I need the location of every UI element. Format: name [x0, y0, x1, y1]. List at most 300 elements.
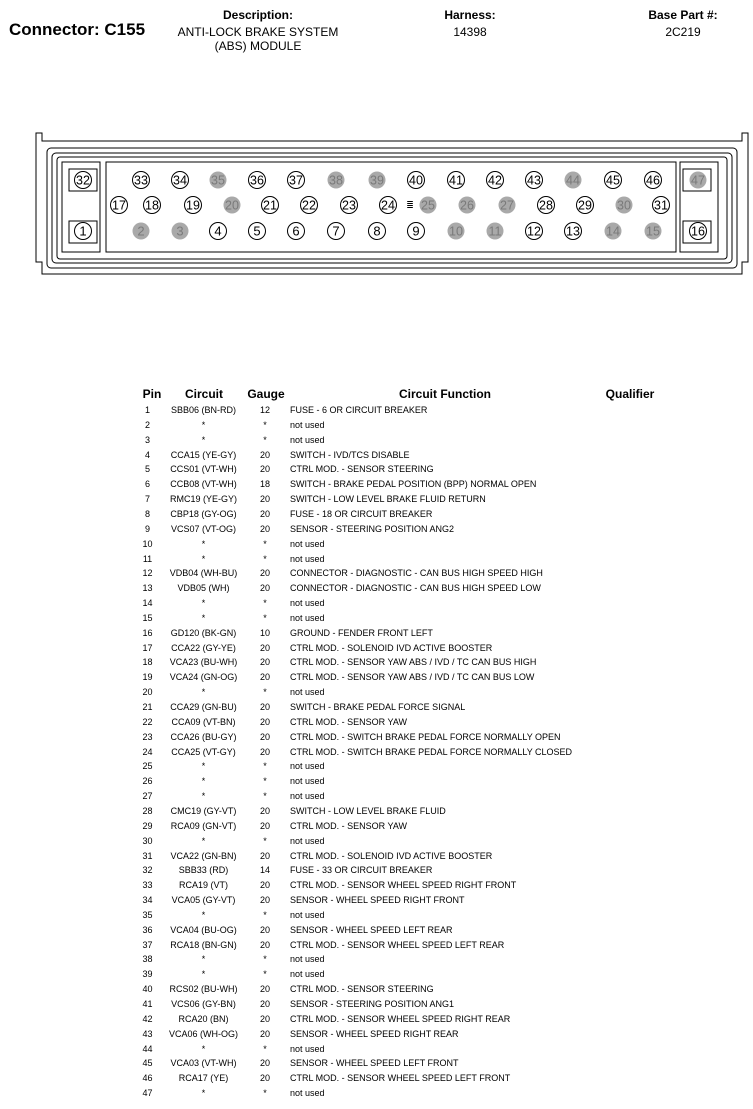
pin-cell: 29: [142, 820, 153, 831]
circuit-cell: *: [201, 954, 206, 965]
gauge-cell: 12: [259, 405, 270, 415]
table-row: [0, 952, 753, 967]
circuit-cell: RCS02 (BU-WH): [169, 984, 238, 995]
function-cell: not used: [290, 598, 325, 609]
circuit-cell: VDB04 (WH-BU): [169, 568, 238, 579]
pin-27: [499, 197, 516, 214]
circuit-cell: *: [201, 612, 206, 623]
circuit-cell: CCA22 (GY-YE): [171, 642, 236, 653]
gauge-cell: 20: [259, 1028, 270, 1039]
pin-label: 10: [449, 224, 463, 239]
function-cell: not used: [290, 776, 325, 787]
circuit-cell: *: [201, 1043, 206, 1054]
pin-cell: 30: [142, 835, 153, 846]
pin-28: [538, 197, 555, 214]
table-row: [0, 522, 753, 537]
harness-label: Harness:: [444, 8, 496, 22]
pin-cell: 22: [142, 716, 153, 727]
pin-cell: 40: [142, 984, 153, 995]
gauge-cell: 20: [259, 568, 270, 579]
pin-cell: 21: [142, 702, 153, 712]
pin-cell: 36: [142, 924, 153, 935]
pin-label: 11: [488, 224, 502, 239]
pin-label: 43: [527, 173, 541, 188]
pin-21: [262, 197, 279, 214]
function-cell: CTRL MOD. - SOLENOID IVD ACTIVE BOOSTER: [290, 850, 493, 861]
pin-41: [448, 172, 465, 189]
pin-34: [172, 172, 189, 189]
circuit-cell: RCA20 (BN): [178, 1013, 229, 1024]
circuit-cell: RMC19 (YE-GY): [169, 494, 237, 505]
table-row: [0, 641, 753, 656]
pin-cell: 41: [142, 999, 153, 1009]
pin-label: 18: [145, 198, 159, 213]
pin-cell: 18: [142, 657, 153, 668]
pin-label: 46: [646, 173, 660, 188]
pin-32: [75, 172, 92, 189]
pin-16: [690, 223, 707, 240]
pin-40: [408, 172, 425, 189]
function-cell: not used: [290, 419, 325, 430]
function-cell: SWITCH - LOW LEVEL BRAKE FLUID: [290, 805, 446, 816]
function-cell: not used: [290, 687, 325, 698]
table-row: [0, 492, 753, 507]
pin-label: 21: [263, 198, 277, 213]
pin-label: 28: [539, 198, 553, 213]
table-row: [0, 685, 753, 700]
function-cell: SENSOR - WHEEL SPEED LEFT REAR: [290, 924, 453, 935]
table-row: [0, 804, 753, 819]
table-row: [0, 967, 753, 982]
pin-label: 39: [370, 173, 384, 188]
pin-37: [288, 172, 305, 189]
base-part-label: Base Part #:: [648, 8, 718, 22]
function-cell: CTRL MOD. - SENSOR WHEEL SPEED LEFT FRONT: [290, 1073, 511, 1084]
pin-label: 31: [654, 198, 668, 213]
gauge-cell: *: [263, 1088, 267, 1099]
gauge-cell: 20: [259, 850, 270, 861]
table-row: [0, 819, 753, 834]
gauge-cell: 14: [259, 865, 270, 876]
pin-label: 3: [176, 223, 184, 239]
pin-cell: 3: [144, 434, 150, 445]
circuit-cell: RCA19 (VT): [178, 880, 228, 891]
pin-23: [341, 197, 358, 214]
pin-cell: 1: [144, 405, 150, 415]
function-cell: CTRL MOD. - SENSOR STEERING: [290, 464, 434, 475]
pin-8: [369, 223, 386, 240]
circuit-cell: CCB08 (VT-WH): [170, 479, 237, 490]
pin-cell: 28: [142, 805, 153, 816]
pin-cell: 12: [142, 568, 153, 579]
circuit-cell: VCA04 (BU-OG): [170, 924, 237, 935]
pin-label: 5: [253, 223, 261, 239]
gauge-cell: 20: [259, 702, 270, 712]
pin-4: [210, 223, 227, 240]
gauge-cell: 20: [259, 523, 270, 534]
pin-cell: 31: [142, 850, 153, 861]
function-cell: not used: [290, 969, 325, 980]
gauge-cell: 20: [259, 746, 270, 757]
circuit-cell: RCA09 (GN-VT): [170, 820, 237, 831]
pin-cell: 16: [142, 627, 153, 638]
pin-43: [526, 172, 543, 189]
description-line1: ANTI-LOCK BRAKE SYSTEM: [177, 25, 339, 39]
table-row: [0, 908, 753, 923]
circuit-cell: *: [201, 687, 206, 698]
table-row: [0, 670, 753, 685]
function-cell: SWITCH - BRAKE PEDAL FORCE SIGNAL: [290, 702, 466, 712]
gauge-cell: 20: [259, 1013, 270, 1024]
col-header-function: Circuit Function: [399, 387, 491, 401]
function-cell: SWITCH - BRAKE PEDAL POSITION (BPP) NORMAL OPEN: [290, 479, 537, 490]
gauge-cell: *: [263, 419, 267, 430]
pin-label: 22: [302, 198, 316, 213]
pin-cell: 13: [142, 583, 153, 594]
pin-cell: 9: [144, 523, 150, 534]
pin-label: 26: [460, 198, 474, 213]
pin-cell: 42: [142, 1013, 153, 1024]
gauge-cell: 20: [259, 1058, 270, 1069]
pin-38: [328, 172, 345, 189]
pin-12: [526, 223, 543, 240]
table-row: [0, 626, 753, 641]
pin-label: 33: [134, 173, 148, 188]
gauge-cell: 20: [259, 924, 270, 935]
gauge-cell: 20: [259, 820, 270, 831]
pin-label: 25: [421, 198, 435, 213]
pin-label: 6: [292, 223, 300, 239]
gauge-cell: 20: [259, 657, 270, 668]
function-cell: CTRL MOD. - SENSOR WHEEL SPEED LEFT REAR: [290, 939, 505, 950]
gauge-cell: 20: [259, 1073, 270, 1084]
pin-cell: 2: [144, 419, 150, 430]
table-row: [0, 1042, 753, 1057]
pin-cell: 20: [142, 687, 153, 698]
gauge-cell: *: [263, 954, 267, 965]
circuit-cell: VCS07 (VT-OG): [170, 523, 236, 534]
circuit-cell: SBB06 (BN-RD): [170, 405, 236, 415]
circuit-cell: CCA09 (VT-BN): [171, 716, 236, 727]
circuit-cell: CMC19 (GY-VT): [170, 805, 237, 816]
function-cell: not used: [290, 954, 325, 965]
table-row: [0, 1086, 753, 1101]
pin-cell: 35: [142, 909, 153, 920]
gauge-cell: *: [263, 553, 267, 564]
circuit-cell: *: [201, 538, 206, 549]
pin-label: 37: [289, 173, 303, 188]
table-row: [0, 1071, 753, 1086]
function-cell: not used: [290, 761, 325, 772]
pin-20: [224, 197, 241, 214]
pin-33: [133, 172, 150, 189]
pin-cell: 14: [142, 598, 153, 609]
circuit-cell: VCA06 (WH-OG): [168, 1028, 238, 1039]
function-cell: not used: [290, 434, 325, 445]
circuit-cell: RCA17 (YE): [178, 1073, 229, 1084]
pin-cell: 38: [142, 954, 153, 965]
function-cell: SWITCH - IVD/TCS DISABLE: [290, 449, 410, 460]
gauge-cell: 20: [259, 716, 270, 727]
gauge-cell: *: [263, 761, 267, 772]
pin-45: [605, 172, 622, 189]
function-cell: SENSOR - WHEEL SPEED RIGHT REAR: [290, 1028, 459, 1039]
gauge-cell: *: [263, 1043, 267, 1054]
function-cell: not used: [290, 791, 325, 802]
pin-26: [459, 197, 476, 214]
pin-44: [565, 172, 582, 189]
pin-label: 7: [332, 223, 340, 239]
description-line2: (ABS) MODULE: [214, 39, 302, 53]
pin-6: [288, 223, 305, 240]
pin-label: 16: [691, 224, 705, 239]
pin-label: 41: [449, 173, 463, 188]
gauge-cell: 20: [259, 805, 270, 816]
pin-cell: 25: [142, 761, 153, 772]
pin-cell: 45: [142, 1058, 153, 1069]
pin-7: [328, 223, 345, 240]
function-cell: not used: [290, 909, 325, 920]
function-cell: CONNECTOR - DIAGNOSTIC - CAN BUS HIGH SPEED HIGH: [290, 568, 543, 579]
table-row: [0, 997, 753, 1012]
circuit-cell: GD120 (BK-GN): [170, 627, 237, 638]
pin-5: [249, 223, 266, 240]
pin-2: [133, 223, 150, 240]
pin-17: [111, 197, 128, 214]
function-cell: CTRL MOD. - SENSOR STEERING: [290, 984, 434, 995]
function-cell: CTRL MOD. - SENSOR YAW: [290, 716, 408, 727]
circuit-cell: CCA26 (BU-GY): [170, 731, 237, 742]
col-header-pin: Pin: [142, 387, 162, 401]
gauge-cell: 20: [259, 880, 270, 891]
pin-layer: [75, 172, 707, 240]
circuit-cell: *: [201, 434, 206, 445]
col-header-qualifier: Qualifier: [605, 387, 655, 401]
function-cell: CTRL MOD. - SWITCH BRAKE PEDAL FORCE NORMALLY OPEN: [290, 731, 561, 742]
pin-label: 47: [691, 173, 705, 188]
circuit-cell: CCS01 (VT-WH): [170, 464, 237, 475]
function-cell: SENSOR - STEERING POSITION ANG1: [290, 999, 455, 1009]
circuit-cell: *: [201, 835, 206, 846]
table-row: [0, 774, 753, 789]
pin-46: [645, 172, 662, 189]
circuit-cell: CCA15 (YE-GY): [170, 449, 237, 460]
harness-value: 14398: [453, 25, 487, 39]
table-row: [0, 745, 753, 760]
function-cell: SENSOR - WHEEL SPEED LEFT FRONT: [290, 1058, 459, 1069]
pin-9: [408, 223, 425, 240]
circuit-cell: CCA29 (GN-BU): [170, 702, 237, 712]
pin-label: 4: [214, 223, 222, 239]
circuit-cell: VCA22 (GN-BN): [170, 850, 237, 861]
pin-cell: 44: [142, 1043, 153, 1054]
pin-cell: 15: [142, 612, 153, 623]
gauge-cell: 20: [259, 583, 270, 594]
table-row: [0, 418, 753, 433]
table-row: [0, 982, 753, 997]
pin-label: 30: [617, 198, 631, 213]
table-row: [0, 700, 753, 715]
pin-label: 29: [578, 198, 592, 213]
circuit-cell: *: [201, 553, 206, 564]
function-cell: SWITCH - LOW LEVEL BRAKE FLUID RETURN: [290, 494, 486, 505]
table-row: [0, 403, 753, 418]
table-row: [0, 566, 753, 581]
pin-cell: 10: [142, 538, 153, 549]
pin-label: 23: [342, 198, 356, 213]
circuit-cell: SBB33 (RD): [178, 865, 229, 876]
circuit-cell: *: [201, 909, 206, 920]
gauge-cell: 20: [259, 464, 270, 475]
gauge-cell: 20: [259, 494, 270, 505]
circuit-cell: CCA25 (VT-GY): [171, 746, 236, 757]
pin-label: 35: [211, 173, 225, 188]
function-cell: CTRL MOD. - SENSOR WHEEL SPEED RIGHT REAR: [290, 1013, 511, 1024]
pin-label: 34: [173, 173, 187, 188]
table-row: [0, 759, 753, 774]
circuit-cell: VCA24 (GN-OG): [169, 672, 238, 683]
pin-cell: 19: [142, 672, 153, 683]
pin-cell: 11: [142, 553, 153, 564]
pin-3: [172, 223, 189, 240]
table-row: [0, 596, 753, 611]
pin-10: [448, 223, 465, 240]
gauge-cell: *: [263, 538, 267, 549]
gauge-cell: 20: [259, 508, 270, 519]
function-cell: not used: [290, 538, 325, 549]
function-cell: CTRL MOD. - SENSOR WHEEL SPEED RIGHT FRONT: [290, 880, 517, 891]
pin-cell: 6: [144, 479, 150, 490]
function-cell: not used: [290, 553, 325, 564]
pin-label: 36: [250, 173, 264, 188]
pin-label: 45: [606, 173, 620, 188]
circuit-cell: VCA05 (GY-VT): [171, 895, 236, 906]
table-row: [0, 611, 753, 626]
pin-47: [690, 172, 707, 189]
circuit-cell: RCA18 (BN-GN): [170, 939, 237, 950]
pin-cell: 37: [142, 939, 153, 950]
pin-label: 1: [79, 223, 87, 239]
pin-cell: 43: [142, 1028, 153, 1039]
table-row: [0, 462, 753, 477]
gauge-cell: *: [263, 791, 267, 802]
pin-cell: 4: [144, 449, 150, 460]
gauge-cell: *: [263, 969, 267, 980]
pin-11: [487, 223, 504, 240]
gauge-cell: 20: [259, 449, 270, 460]
pin-label: 32: [76, 173, 90, 188]
pin-cell: 32: [142, 865, 153, 876]
function-cell: FUSE - 18 OR CIRCUIT BREAKER: [290, 508, 433, 519]
table-row: [0, 655, 753, 670]
gauge-cell: *: [263, 434, 267, 445]
pin-cell: 26: [142, 776, 153, 787]
function-cell: not used: [290, 612, 325, 623]
pin-cell: 8: [144, 508, 150, 519]
pin-label: 42: [488, 173, 502, 188]
circuit-cell: VCA03 (VT-WH): [170, 1058, 237, 1069]
circuit-cell: VCA23 (BU-WH): [169, 657, 238, 668]
table-row: [0, 893, 753, 908]
gauge-cell: 20: [259, 731, 270, 742]
pin-label: 14: [606, 224, 620, 239]
pin-label: 8: [373, 223, 381, 239]
function-cell: CTRL MOD. - SENSOR YAW: [290, 820, 408, 831]
table-row: [0, 789, 753, 804]
circuit-cell: CBP18 (GY-OG): [170, 508, 237, 519]
circuit-cell: *: [201, 419, 206, 430]
circuit-cell: VCS06 (GY-BN): [171, 999, 236, 1009]
function-cell: CTRL MOD. - SWITCH BRAKE PEDAL FORCE NORMALLY CLOSED: [290, 746, 573, 757]
gauge-cell: 18: [259, 479, 270, 490]
col-header-gauge: Gauge: [247, 387, 285, 401]
gauge-cell: *: [263, 612, 267, 623]
pin-cell: 24: [142, 746, 153, 757]
table-row: [0, 1027, 753, 1042]
pin-label: 17: [112, 198, 126, 213]
pin-label: 13: [566, 224, 580, 239]
table-row: [0, 849, 753, 864]
gauge-cell: 20: [259, 984, 270, 995]
base-part-value: 2C219: [665, 25, 701, 39]
gauge-cell: *: [263, 598, 267, 609]
function-cell: FUSE - 6 OR CIRCUIT BREAKER: [290, 405, 428, 415]
pin-label: 24: [381, 198, 395, 213]
gauge-cell: 20: [259, 642, 270, 653]
function-cell: GROUND - FENDER FRONT LEFT: [290, 627, 433, 638]
pin-label: 12: [527, 224, 541, 239]
pin-35: [210, 172, 227, 189]
pin-29: [577, 197, 594, 214]
table-row: [0, 923, 753, 938]
function-cell: CTRL MOD. - SENSOR YAW ABS / IVD / TC CAN BUS LOW: [290, 672, 535, 683]
pin-cell: 47: [142, 1088, 153, 1099]
pin-19: [185, 197, 202, 214]
pin-36: [249, 172, 266, 189]
pin-13: [565, 223, 582, 240]
function-cell: SENSOR - WHEEL SPEED RIGHT FRONT: [290, 895, 465, 906]
table-row: [0, 448, 753, 463]
table-row: [0, 863, 753, 878]
pin-31: [653, 197, 670, 214]
table-row: [0, 938, 753, 953]
pin-label: 44: [566, 173, 580, 188]
description-label: Description:: [222, 8, 293, 22]
pin-30: [616, 197, 633, 214]
pin-cell: 7: [144, 494, 150, 505]
gauge-cell: 20: [259, 999, 270, 1009]
circuit-cell: *: [201, 791, 206, 802]
pin-cell: 39: [142, 969, 153, 980]
pin-cell: 23: [142, 731, 153, 742]
circuit-cell: *: [201, 776, 206, 787]
pin-22: [301, 197, 318, 214]
function-cell: FUSE - 33 OR CIRCUIT BREAKER: [290, 865, 433, 876]
connector-face-diagram: [0, 0, 753, 300]
function-cell: not used: [290, 1043, 325, 1054]
pin-label: 19: [186, 198, 200, 213]
function-cell: SENSOR - STEERING POSITION ANG2: [290, 523, 455, 534]
pin-label: 40: [409, 173, 423, 188]
table-row: [0, 1056, 753, 1071]
pin-24: [380, 197, 397, 214]
table-row: [0, 433, 753, 448]
pin-cell: 33: [142, 880, 153, 891]
function-cell: CTRL MOD. - SENSOR YAW ABS / IVD / TC CAN BUS HIGH: [290, 657, 537, 668]
pin-label: 20: [225, 198, 239, 213]
table-row: [0, 507, 753, 522]
pin-15: [645, 223, 662, 240]
